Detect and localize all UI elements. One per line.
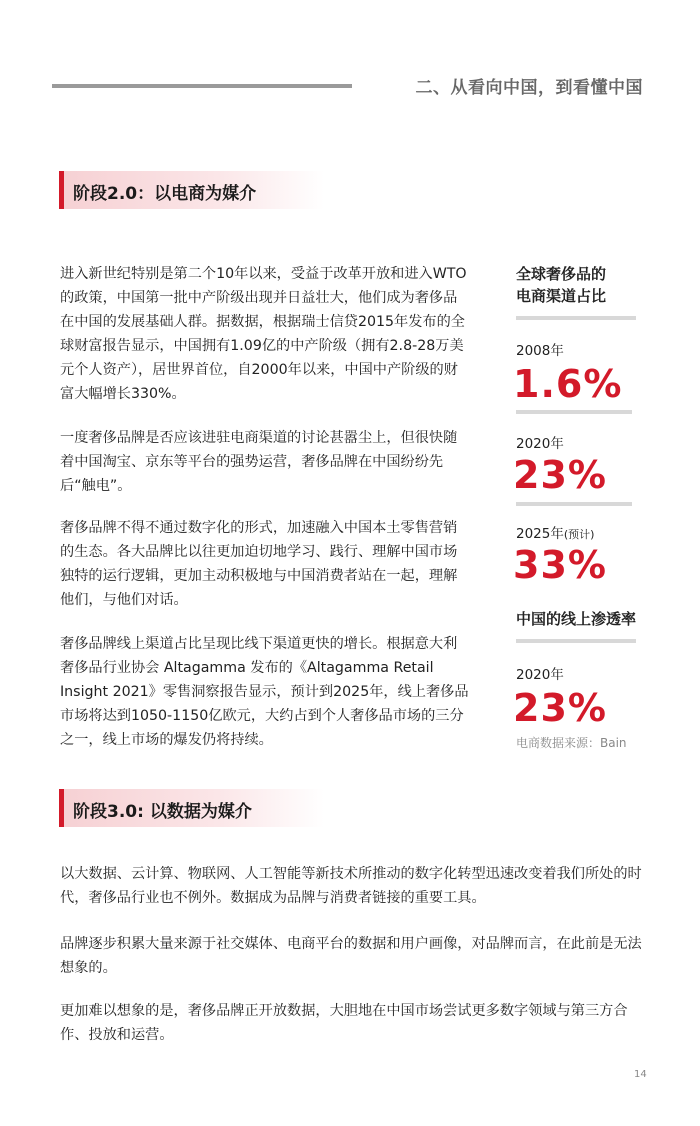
banner-accent-bar: [59, 789, 64, 827]
sidebar-rule: [516, 410, 632, 414]
stat-year: 2020年: [516, 667, 564, 683]
stat-value: 33%: [513, 543, 607, 587]
sidebar-heading-line-1: 全球奢侈品的: [516, 265, 607, 283]
stat-value: 1.6%: [513, 362, 623, 406]
sidebar-rule: [516, 502, 632, 506]
stage-2-title: 阶段2.0：以电商为媒介: [73, 184, 257, 204]
header-rule: [52, 84, 352, 88]
stage-2-paragraph-3: 奢侈品牌不得不通过数字化的形式，加速融入中国本土零售营销的生态。各大品牌比以往更加迫切地学习、践行、理解中国市场独特的运行逻辑，更加主动积极地与中国消费者站在一起，理解他们，与他们对话。: [60, 520, 458, 608]
stage-3-paragraph-3: 更加难以想象的是，奢侈品牌正开放数据，大胆地在中国市场尝试更多数字领域与第三方合作、投放和运营。: [60, 1003, 628, 1043]
sidebar-heading-line-2: 电商渠道占比: [516, 287, 607, 305]
page-number: 14: [634, 1069, 647, 1080]
data-source-note: 电商数据来源：Bain: [516, 736, 627, 750]
stage-3-title: 阶段3.0: 以数据为媒介: [73, 802, 252, 822]
stage-3-paragraph-1: 以大数据、云计算、物联网、人工智能等新技术所推动的数字化转型迅速改变着我们所处的时代，奢侈品行业也不例外。数据成为品牌与消费者链接的重要工具。: [60, 866, 642, 906]
stage-2-banner: [59, 171, 324, 209]
sidebar-rule: [516, 316, 636, 320]
stage-3-paragraph-2: 品牌逐步积累大量来源于社交媒体、电商平台的数据和用户画像，对品牌而言，在此前是无法想象的。: [60, 936, 642, 976]
stage-3-banner: [59, 789, 324, 827]
section-title: 二、从看向中国，到看懂中国: [415, 78, 643, 98]
stat-year-text: 2025年: [516, 526, 564, 542]
stat-value: 23%: [513, 686, 607, 730]
sidebar-rule: [516, 639, 636, 643]
stat-year: 2008年: [516, 343, 564, 359]
stat-year-projected: [516, 522, 594, 542]
stage-2-paragraph-4: 奢侈品牌线上渠道占比呈现比线下渠道更快的增长。根据意大利奢侈品行业协会 Altagamma 发布的《Altagamma Retail Insight 2021》零售洞察报告显示，预计到2025年，线上奢侈品市场将达到1050-1150亿欧元，大约占到个人奢侈品市场的三分之一，线上市场的爆发仍将持续。: [60, 636, 469, 748]
stat-year-note: (预计): [563, 528, 595, 541]
banner-accent-bar: [59, 171, 64, 209]
stat-year: 2020年: [516, 436, 564, 452]
stat-value: 23%: [513, 453, 607, 497]
sidebar-heading-2: 中国的线上渗透率: [516, 610, 637, 628]
stage-2-paragraph-2: 一度奢侈品牌是否应该进驻电商渠道的讨论甚嚣尘上，但很快随着中国淘宝、京东等平台的强势运营，奢侈品牌在中国纷纷先后“触电”。: [60, 430, 458, 494]
stage-2-paragraph-1: 进入新世纪特别是第二个10年以来，受益于改革开放和进入WTO的政策，中国第一批中产阶级出现并日益壮大，他们成为奢侈品在中国的发展基础人群。据数据，根据瑞士信贷2015年发布的全球财富报告显示，中国拥有1.09亿的中产阶级（拥有2.8-28万美元个人资产），居世界首位，自2000年以来，中国中产阶级的财富大幅增长330%。: [60, 266, 467, 402]
